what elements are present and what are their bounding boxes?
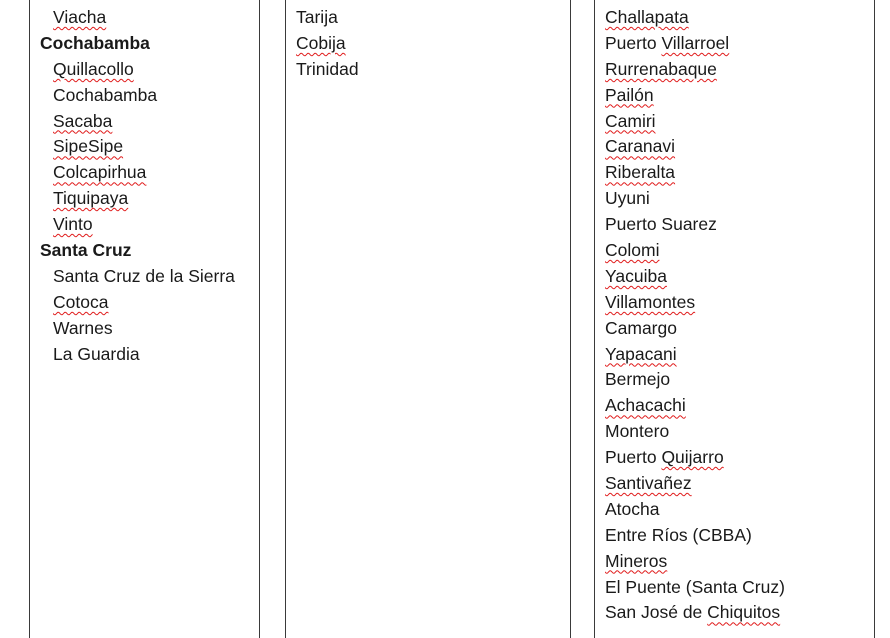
item-text: Rurrenabaque	[605, 58, 717, 79]
municipality-item	[595, 264, 874, 290]
spellcheck-word: Chiquitos	[707, 602, 781, 623]
item-text: Villamontes	[605, 291, 696, 312]
municipality-item	[595, 134, 874, 160]
municipality-item	[30, 83, 259, 109]
item-text: Camiri	[605, 110, 656, 131]
municipality-item	[30, 342, 259, 368]
spellcheck-word: Quijarro	[661, 447, 724, 468]
municipality-item	[595, 575, 874, 601]
municipality-item	[595, 523, 874, 549]
item-text: SipeSipe	[53, 136, 124, 157]
item-text: La Guardia	[53, 343, 140, 364]
item-text: Vinto	[53, 214, 93, 235]
item-text: Tiquipaya	[53, 188, 129, 209]
item-text: El Puente (Santa Cruz)	[605, 576, 785, 597]
municipality-item	[595, 471, 874, 497]
item-text: Montero	[605, 421, 670, 442]
item-text: Puerto Suarez	[605, 214, 717, 235]
item-text: Quillacollo	[53, 58, 134, 79]
municipality-item	[595, 290, 874, 316]
item-text: Uyuni	[605, 188, 650, 209]
municipality-item	[595, 109, 874, 135]
municipality-list-1	[30, 5, 259, 367]
municipality-item	[30, 290, 259, 316]
municipality-item	[286, 31, 570, 57]
item-text: Cotoca	[53, 291, 109, 312]
municipality-item	[595, 83, 874, 109]
municipality-item	[286, 57, 570, 83]
municipality-item	[595, 393, 874, 419]
item-text: Viacha	[53, 7, 107, 27]
municipality-item	[30, 264, 259, 290]
table-column-1	[29, 0, 260, 638]
municipality-item	[595, 342, 874, 368]
municipality-item	[286, 5, 570, 31]
municipality-item	[30, 160, 259, 186]
item-text: Pailón	[605, 84, 654, 105]
item-text: Colomi	[605, 240, 660, 261]
municipality-item	[595, 186, 874, 212]
municipality-item	[595, 5, 874, 31]
item-text: Camargo	[605, 317, 677, 338]
municipality-item	[595, 549, 874, 575]
municipality-item	[595, 160, 874, 186]
municipality-list-2	[286, 5, 570, 83]
municipality-item: Puerto Quijarro	[605, 447, 724, 468]
item-text: Sacaba	[53, 110, 113, 131]
municipality-item	[30, 212, 259, 238]
municipality-item	[595, 367, 874, 393]
spellcheck-underline-fragment	[605, 0, 663, 2]
municipality-item: Puerto Villarroel	[605, 32, 730, 53]
municipality-item	[595, 316, 874, 342]
item-text: Santa Cruz	[40, 240, 132, 261]
item-text: Caranavi	[605, 136, 676, 157]
municipality-item	[30, 186, 259, 212]
item-text: Colcapirhua	[53, 162, 147, 183]
table-column-3	[594, 0, 875, 638]
municipality-item	[595, 238, 874, 264]
item-text: Trinidad	[296, 58, 359, 79]
municipality-item	[30, 109, 259, 135]
table-column-2	[285, 0, 571, 638]
item-text: Mineros	[605, 550, 668, 571]
item-text: Challapata	[605, 7, 689, 27]
municipality-item	[30, 5, 259, 31]
item-text: Bermejo	[605, 369, 671, 390]
item-text: Cobija	[296, 32, 346, 53]
municipality-item	[30, 57, 259, 83]
item-text: Achacachi	[605, 395, 686, 416]
item-text: Cochabamba	[53, 84, 158, 105]
department-heading	[30, 31, 259, 57]
municipality-list-3	[595, 5, 874, 626]
municipality-item	[30, 316, 259, 342]
item-text: Yapacani	[605, 343, 677, 364]
item-text: Warnes	[53, 317, 113, 338]
item-text: Cochabamba	[40, 32, 150, 53]
item-text: Atocha	[605, 498, 660, 519]
municipality-item: San José de Chiquitos	[605, 602, 781, 623]
spellcheck-word: Villarroel	[661, 32, 730, 53]
item-text: Tarija	[296, 7, 338, 27]
item-text: Santivañez	[605, 473, 692, 494]
municipality-item	[595, 497, 874, 523]
municipality-item	[30, 134, 259, 160]
department-heading	[30, 238, 259, 264]
municipality-item	[595, 57, 874, 83]
item-text: Yacuiba	[605, 265, 667, 286]
municipality-item	[595, 419, 874, 445]
item-text: Entre Ríos (CBBA)	[605, 524, 752, 545]
item-text: Santa Cruz de la Sierra	[53, 265, 235, 286]
municipality-item	[595, 212, 874, 238]
item-text: Riberalta	[605, 162, 676, 183]
